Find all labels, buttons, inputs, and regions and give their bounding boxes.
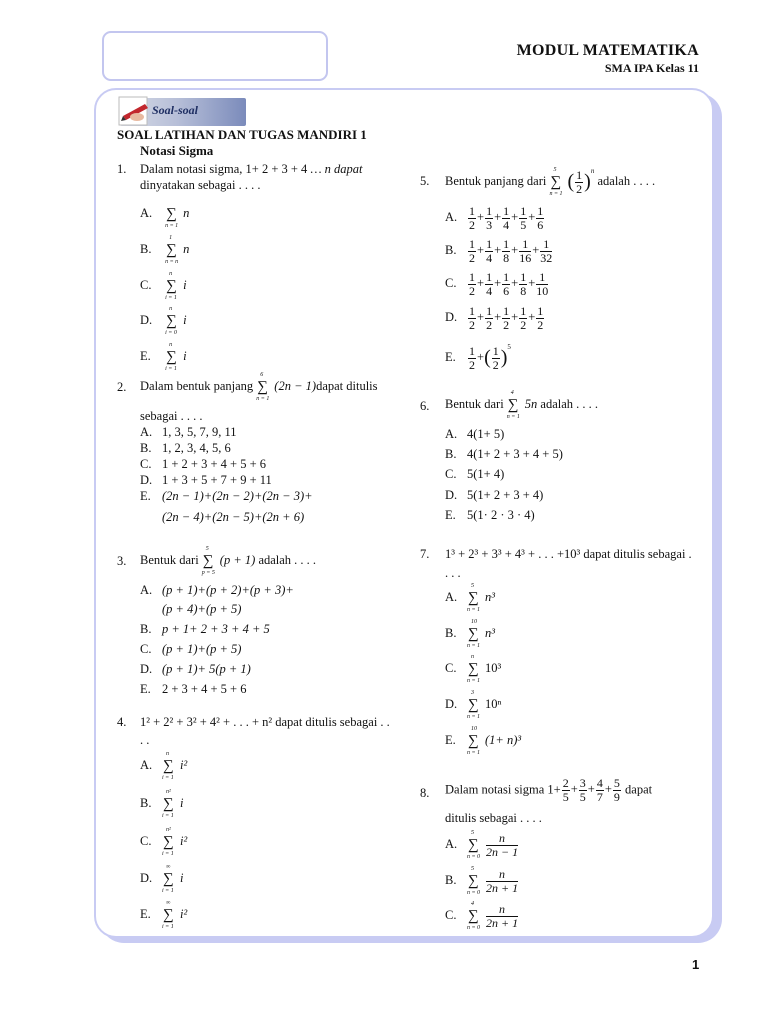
option-c[interactable]: C. n² ∑ i = 1 i² <box>140 827 188 857</box>
question-2-number: 2. <box>117 380 127 394</box>
question-text: Bentuk dari <box>445 396 504 411</box>
option-label: B. <box>140 241 152 256</box>
option-a[interactable]: A. n ∑ i = 1 i² <box>140 751 188 781</box>
fraction: $\frac{1}{2}$ <box>469 343 475 372</box>
question-text: Dalam bentuk panjang <box>140 378 254 393</box>
fraction: $\frac{1}{2}$ <box>492 343 499 372</box>
question-1-text <box>140 161 363 178</box>
sigma-symbol: 5 ∑ n = 0 <box>467 830 481 860</box>
sigma-symbol: n² ∑ i = 1 <box>162 789 174 819</box>
sigma-symbol: 5 ∑ n = 0 <box>467 866 481 896</box>
fraction: $\frac{n}{2n - 1}$ <box>486 830 519 859</box>
option-e[interactable]: E. 5(1· 2 · 3 · 4) <box>445 508 535 522</box>
banner-label: Soal-soal <box>152 103 199 117</box>
question-6-number: 6. <box>420 399 430 413</box>
question-3-text <box>140 546 316 576</box>
sigma-symbol: n ∑ i = 1 <box>165 342 177 372</box>
module-subtitle: SMA IPA Kelas 11 <box>604 61 699 75</box>
question-text: … n dapat <box>310 162 363 176</box>
fraction: $\frac{n}{2n + 1}$ <box>486 866 519 895</box>
option-b[interactable]: B. $\frac{1}{2}$ + $\frac{1}{4}$ + $\frac{1}{8}$ + $\frac{1}{16}$ + $\frac{1}{32}$ <box>445 237 553 265</box>
sigma-symbol: n ∑ i = 1 <box>162 751 174 781</box>
option-term: i <box>183 348 187 363</box>
option-a[interactable] <box>140 199 189 229</box>
option-label: D. <box>140 312 153 327</box>
option-a[interactable]: A. 4(1+ 5) <box>445 427 505 441</box>
question-text: adalah . . . . <box>540 396 599 411</box>
question-text: adalah . . . . <box>258 552 317 567</box>
sigma-symbol: 10 ∑ n = 1 <box>467 619 481 649</box>
module-title: MODUL MATEMATIKA <box>516 42 699 59</box>
fraction: $\frac{1}{2}$ <box>469 204 475 232</box>
option-a[interactable]: A. 5 ∑ n = 1 n³ <box>445 583 495 613</box>
fraction: $\frac{1}{6}$ <box>537 204 544 232</box>
option-d[interactable]: D. 5(1+ 2 + 3 + 4) <box>445 488 544 502</box>
question-4-text-line2: . . <box>140 733 150 747</box>
fraction: $\frac{1}{2}$ <box>469 304 475 332</box>
fraction: $\frac{1}{2}$ <box>503 304 510 332</box>
sigma-symbol: 10 ∑ n = 1 <box>467 726 481 756</box>
sum-expression: (2n − 1) <box>274 378 317 393</box>
option-c[interactable] <box>140 271 187 301</box>
question-7-text: 1³ + 2³ + 3³ + 4³ + . . . +10³ dapat ditulis sebagai . <box>445 547 692 561</box>
sum-expression: (p + 1) <box>219 552 256 567</box>
fraction: $\frac{1}{3}$ <box>486 204 493 232</box>
option-label: E. <box>140 348 151 363</box>
question-3-number: 3. <box>117 554 127 568</box>
question-8-number: 8. <box>420 786 430 800</box>
option-a[interactable]: A. (p + 1)+(p + 2)+(p + 3)+ <box>140 583 294 597</box>
sigma-symbol: 4 ∑ n = 1 <box>506 390 520 420</box>
sigma-symbol: ∑ n = 1 <box>165 206 179 229</box>
question-1-text-line2: dinyatakan sebagai . . . . <box>140 178 261 192</box>
question-text: Bentuk panjang dari <box>445 174 547 188</box>
option-e[interactable]: E. 2 + 3 + 4 + 5 + 6 <box>140 682 247 696</box>
option-term: i <box>183 312 187 327</box>
option-e[interactable] <box>140 342 187 372</box>
fraction: $\frac{1}{4}$ <box>486 237 493 265</box>
page-header <box>517 42 699 76</box>
fraction: $\frac{5}{9}$ <box>613 776 620 804</box>
question-text: adalah . . . . <box>597 174 656 188</box>
option-term: n <box>183 241 190 256</box>
page-number: 1 <box>692 957 700 972</box>
question-4-text: 1² + 2² + 3² + 4² + . . . + n² dapat ditulis sebagai . . <box>140 715 390 729</box>
option-b[interactable]: B. 4(1+ 2 + 3 + 4 + 5) <box>445 447 563 461</box>
fraction: $\frac{1}{6}$ <box>503 270 510 298</box>
option-c[interactable]: C. $\frac{1}{2}$ + $\frac{1}{4}$ + $\frac{1}{6}$ + $\frac{1}{8}$ + $\frac{1}{10}$ <box>445 270 549 298</box>
option-d[interactable]: D. 1 + 3 + 5 + 7 + 9 + 11 <box>140 473 272 487</box>
question-7-number: 7. <box>420 547 430 561</box>
question-8-text: Dalam notasi sigma 1+ $\frac{2}{5}$ + $\frac{3}{5}$ + $\frac{4}{7}$ + $\frac{5}{9}$ dapat <box>445 776 653 804</box>
question-text: Dalam notasi sigma <box>445 782 545 797</box>
question-1 <box>117 161 126 178</box>
pen-hand-icon <box>115 92 153 130</box>
option-c[interactable]: C. 4 ∑ n = 0 $\frac{n}{2n + 1}$ <box>445 901 519 931</box>
fraction: $\frac{1}{10}$ <box>536 270 549 298</box>
fraction: $\frac{4}{7}$ <box>596 776 603 804</box>
fraction: $\frac{1}{2}$ <box>469 270 475 298</box>
option-d[interactable] <box>140 306 187 336</box>
question-text: dapat <box>625 782 653 797</box>
option-label: A. <box>140 205 153 220</box>
fraction: $\frac{1}{32}$ <box>540 237 553 265</box>
option-a[interactable]: A. $\frac{1}{2}$ + $\frac{1}{3}$ + $\frac{1}{4}$ + $\frac{1}{5}$ + $\frac{1}{6}$ <box>445 204 544 232</box>
fraction: $\frac{1}{2}$ <box>576 167 583 196</box>
sigma-symbol: 4 ∑ n = 0 <box>467 901 481 931</box>
option-e[interactable]: E. (2n − 1)+(2n − 2)+(2n − 3)+ <box>140 489 313 503</box>
sigma-symbol: n² ∑ i = 1 <box>162 827 174 857</box>
sigma-symbol: ∞ ∑ i = 1 <box>162 900 174 930</box>
option-d[interactable]: D. (p + 1)+ 5(p + 1) <box>140 662 251 676</box>
sigma-symbol: 5 ∑ p = 5 <box>201 546 215 576</box>
question-number: 1. <box>117 162 127 176</box>
question-2-text-line2: sebagai . . . . <box>140 409 203 423</box>
option-b[interactable] <box>140 235 189 265</box>
sigma-symbol: n ∑ i = 0 <box>165 306 177 336</box>
sigma-symbol: 5 ∑ n = 1 <box>549 167 563 198</box>
question-text: Bentuk dari <box>140 552 199 567</box>
question-2-text <box>140 372 378 402</box>
question-text: Dalam notasi sigma, 1+ 2 + 3 + 4 <box>140 162 308 176</box>
option-c[interactable]: C. 1 + 2 + 3 + 4 + 5 + 6 <box>140 457 266 471</box>
option-b[interactable]: B. n² ∑ i = 1 i <box>140 789 184 819</box>
fraction: $\frac{n}{2n + 1}$ <box>486 901 519 930</box>
option-e[interactable]: E. 10 ∑ n = 1 (1+ n)³ <box>445 726 522 756</box>
option-a[interactable]: A. 1, 3, 5, 7, 9, 11 <box>140 425 237 439</box>
option-e[interactable]: E. $\frac{1}{2}$ +( $\frac{1}{2}$ )$^5$ <box>445 343 511 372</box>
question-8-text-line2: ditulis sebagai . . . . <box>445 811 542 825</box>
option-d[interactable]: D. 3 ∑ n = 1 10ⁿ <box>445 690 502 720</box>
option-e-line2: (2n − 4)+(2n − 5)+(2n + 6) <box>162 510 305 524</box>
option-b[interactable]: B. 1, 2, 3, 4, 5, 6 <box>140 441 231 455</box>
header-empty-box <box>102 31 328 81</box>
section-subtitle: Notasi Sigma <box>140 143 214 158</box>
sigma-symbol: 5 ∑ n = 1 <box>467 583 481 613</box>
fraction: $\frac{3}{5}$ <box>579 776 586 804</box>
option-e[interactable]: E. ∞ ∑ i = 1 i² <box>140 900 188 930</box>
section-title: SOAL LATIHAN DAN TUGAS MANDIRI 1 <box>117 127 367 142</box>
question-4-number: 4. <box>117 715 127 729</box>
option-b[interactable]: B. 10 ∑ n = 1 n³ <box>445 619 495 649</box>
fraction: $\frac{1}{2}$ <box>537 304 544 332</box>
fraction: $\frac{1}{8}$ <box>503 237 510 265</box>
question-6-text <box>445 390 598 420</box>
sum-expression: 5n <box>524 396 538 411</box>
fraction: $\frac{1}{5}$ <box>520 204 527 232</box>
question-5-number: 5. <box>420 174 430 188</box>
option-a-line2: (p + 4)+(p + 5) <box>162 602 242 616</box>
sigma-symbol: n ∑ i = 1 <box>165 271 177 301</box>
option-c[interactable]: C. n ∑ n = 1 10³ <box>445 654 502 684</box>
option-d[interactable]: D. $\frac{1}{2}$ + $\frac{1}{2}$ + $\frac{1}{2}$ + $\frac{1}{2}$ + $\frac{1}{2}$ <box>445 304 544 332</box>
fraction: $\frac{1}{2}$ <box>469 237 475 265</box>
option-term: i <box>183 277 187 292</box>
fraction: $\frac{2}{5}$ <box>562 776 569 804</box>
sigma-symbol: n ∑ n = 1 <box>467 654 481 684</box>
option-b[interactable]: B. 5 ∑ n = 0 $\frac{n}{2n + 1}$ <box>445 866 519 896</box>
option-c[interactable]: C. 5(1+ 4) <box>445 467 505 481</box>
sigma-symbol: ∞ ∑ i = 1 <box>162 864 174 894</box>
question-7-text-line2: . . . <box>445 566 461 580</box>
fraction: $\frac{1}{2}$ <box>486 304 493 332</box>
sigma-symbol: 6 ∑ n = 1 <box>256 372 270 402</box>
option-b[interactable]: B. p + 1+ 2 + 3 + 4 + 5 <box>140 622 270 636</box>
sigma-symbol: 3 ∑ n = 1 <box>467 690 481 720</box>
option-d[interactable]: D. ∞ ∑ i = 1 i <box>140 864 184 894</box>
fraction: $\frac{1}{2}$ <box>520 304 527 332</box>
fraction: $\frac{1}{4}$ <box>486 270 493 298</box>
option-a[interactable]: A. 5 ∑ n = 0 $\frac{n}{2n - 1}$ <box>445 830 519 860</box>
question-text: dapat ditulis <box>316 378 378 393</box>
option-c[interactable]: C. (p + 1)+(p + 5) <box>140 642 242 656</box>
fraction: $\frac{1}{8}$ <box>520 270 527 298</box>
sigma-symbol: 1 ∑ n = n <box>165 235 179 265</box>
fraction: $\frac{1}{16}$ <box>519 237 532 265</box>
fraction: $\frac{1}{4}$ <box>503 204 510 232</box>
option-label: C. <box>140 277 152 292</box>
question-5-text: Bentuk panjang dari 5 ∑ n = 1 ( $\frac{1}{2}$ )$^n$ adalah . . . . <box>445 167 656 198</box>
option-term: n <box>183 205 190 220</box>
